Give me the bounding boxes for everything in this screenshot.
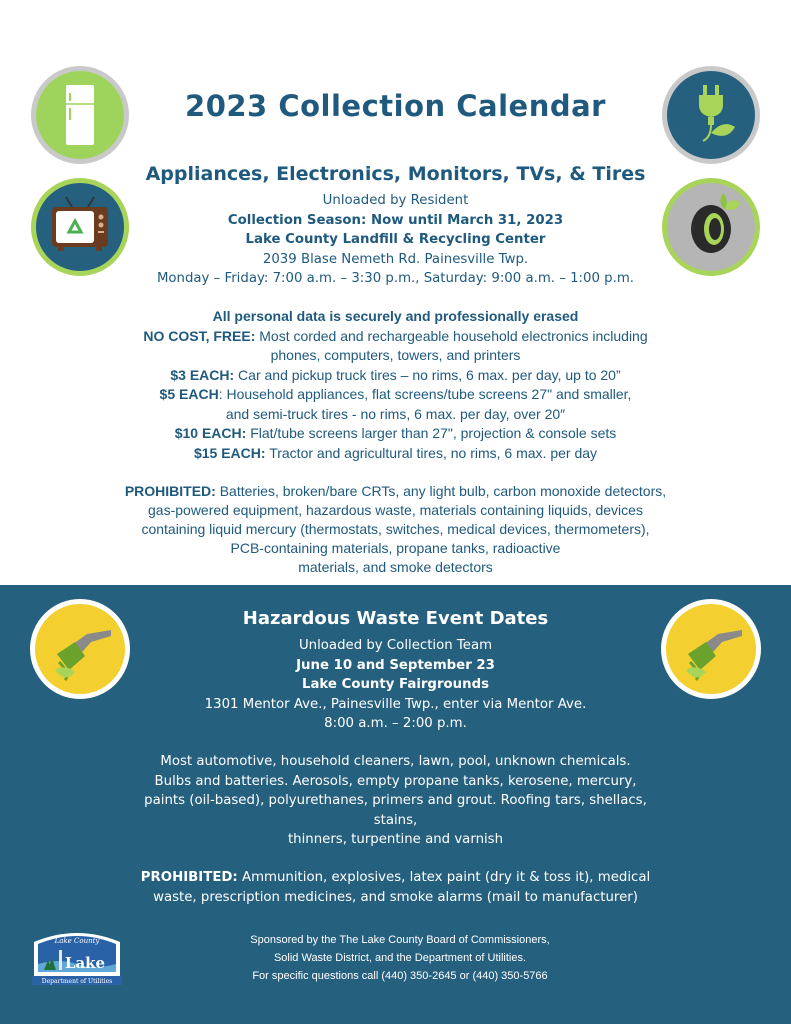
hazardous-accepted-items: Most automotive, household cleaners, lawn, pool, unknown chemicals. Bulbs and batteries. Aerosols, empty propane tanks, kerosene, mercury, paints (oil-based), polyurethanes, primers and grout. Roofing tars, shellacs, stains, thinners, turpentine and varnish [144, 754, 647, 847]
price-3: $3 EACH: Car and pickup truck tires – no rims, 6 max. per day, up to 20” [170, 366, 621, 383]
collection-location: Lake County Landfill & Recycling Center [245, 232, 546, 247]
logo-top-text: Lake County [54, 937, 100, 945]
page-title: 2023 Collection Calendar [185, 89, 606, 123]
price-10: $10 EACH: Flat/tube screens larger than 27", projection & console sets [174, 425, 617, 441]
hazardous-prohibited: PROHIBITED: Ammunition, explosives, latex paint (dry it & toss it), medical waste, prescription medicines, and smoke alarms (mail to manufacturer) [140, 870, 651, 905]
price-free-cont: phones, computers, towers, and printers [270, 347, 521, 363]
price-15: $15 EACH: Tractor and agricultural tires, no rims, 6 max. per day [193, 444, 598, 461]
hazardous-info [0, 636, 791, 734]
haz-location: Lake County Fairgrounds [301, 677, 490, 692]
price-5-cont: and semi-truck tires - no rims, 6 max. per day, over 20″ [225, 405, 566, 422]
haz-unloaded-by: Unloaded by Collection Team [298, 638, 493, 653]
logo-bottom-text: Department of Utilities [41, 978, 113, 985]
haz-hours: 8:00 a.m. – 2:00 p.m. [324, 716, 467, 731]
collection-hours: Monday – Friday: 7:00 a.m. – 3:30 p.m., Saturday: 9:00 a.m. – 1:00 p.m. [156, 271, 635, 286]
price-free: NO COST, FREE: Most corded and rechargeable household electronics including [143, 327, 648, 344]
lake-county-logo [30, 928, 124, 986]
haz-dates: June 10 and September 23 [296, 657, 495, 673]
unloaded-by: Unloaded by Resident [322, 193, 469, 208]
logo-name-text: Lake [64, 954, 106, 972]
sponsor-text: Sponsored by the The Lake County Board of Commissioners, Solid Waste District, and the Department of Utilities. For specific questions call (440) 350-2645 or (440) 350-5766 [250, 934, 550, 982]
haz-prohibited-label: PROHIBITED: [140, 870, 238, 885]
pricing-block [50, 307, 741, 463]
prohibited-list: PROHIBITED: Batteries, broken/bare CRTs, any light bulb, carbon monoxide detectors, gas-powered equipment, hazardous waste, materials containing liquids, devices containing liquid mercury (thermostats, switches, medical devices, thermometers), PCB-containing materials, propane tanks, radioactive materials, and smoke detectors [124, 483, 667, 575]
data-erase-note: All personal data is securely and professionally erased [212, 308, 579, 324]
hazardous-title: Hazardous Waste Event Dates [242, 608, 549, 629]
collection-info [0, 191, 791, 289]
collection-season: Collection Season: Now until March 31, 2023 [227, 212, 564, 228]
haz-address: 1301 Mentor Ave., Painesville Twp., enter via Mentor Ave. [204, 696, 587, 712]
collection-address: 2039 Blase Nemeth Rd. Painesville Twp. [262, 251, 529, 267]
page-subtitle: Appliances, Electronics, Monitors, TVs, & Tires [145, 163, 646, 185]
price-5: $5 EACH: Household appliances, flat screens/tube screens 27" and smaller, [159, 386, 632, 402]
prohibited-label: PROHIBITED: [124, 483, 216, 499]
